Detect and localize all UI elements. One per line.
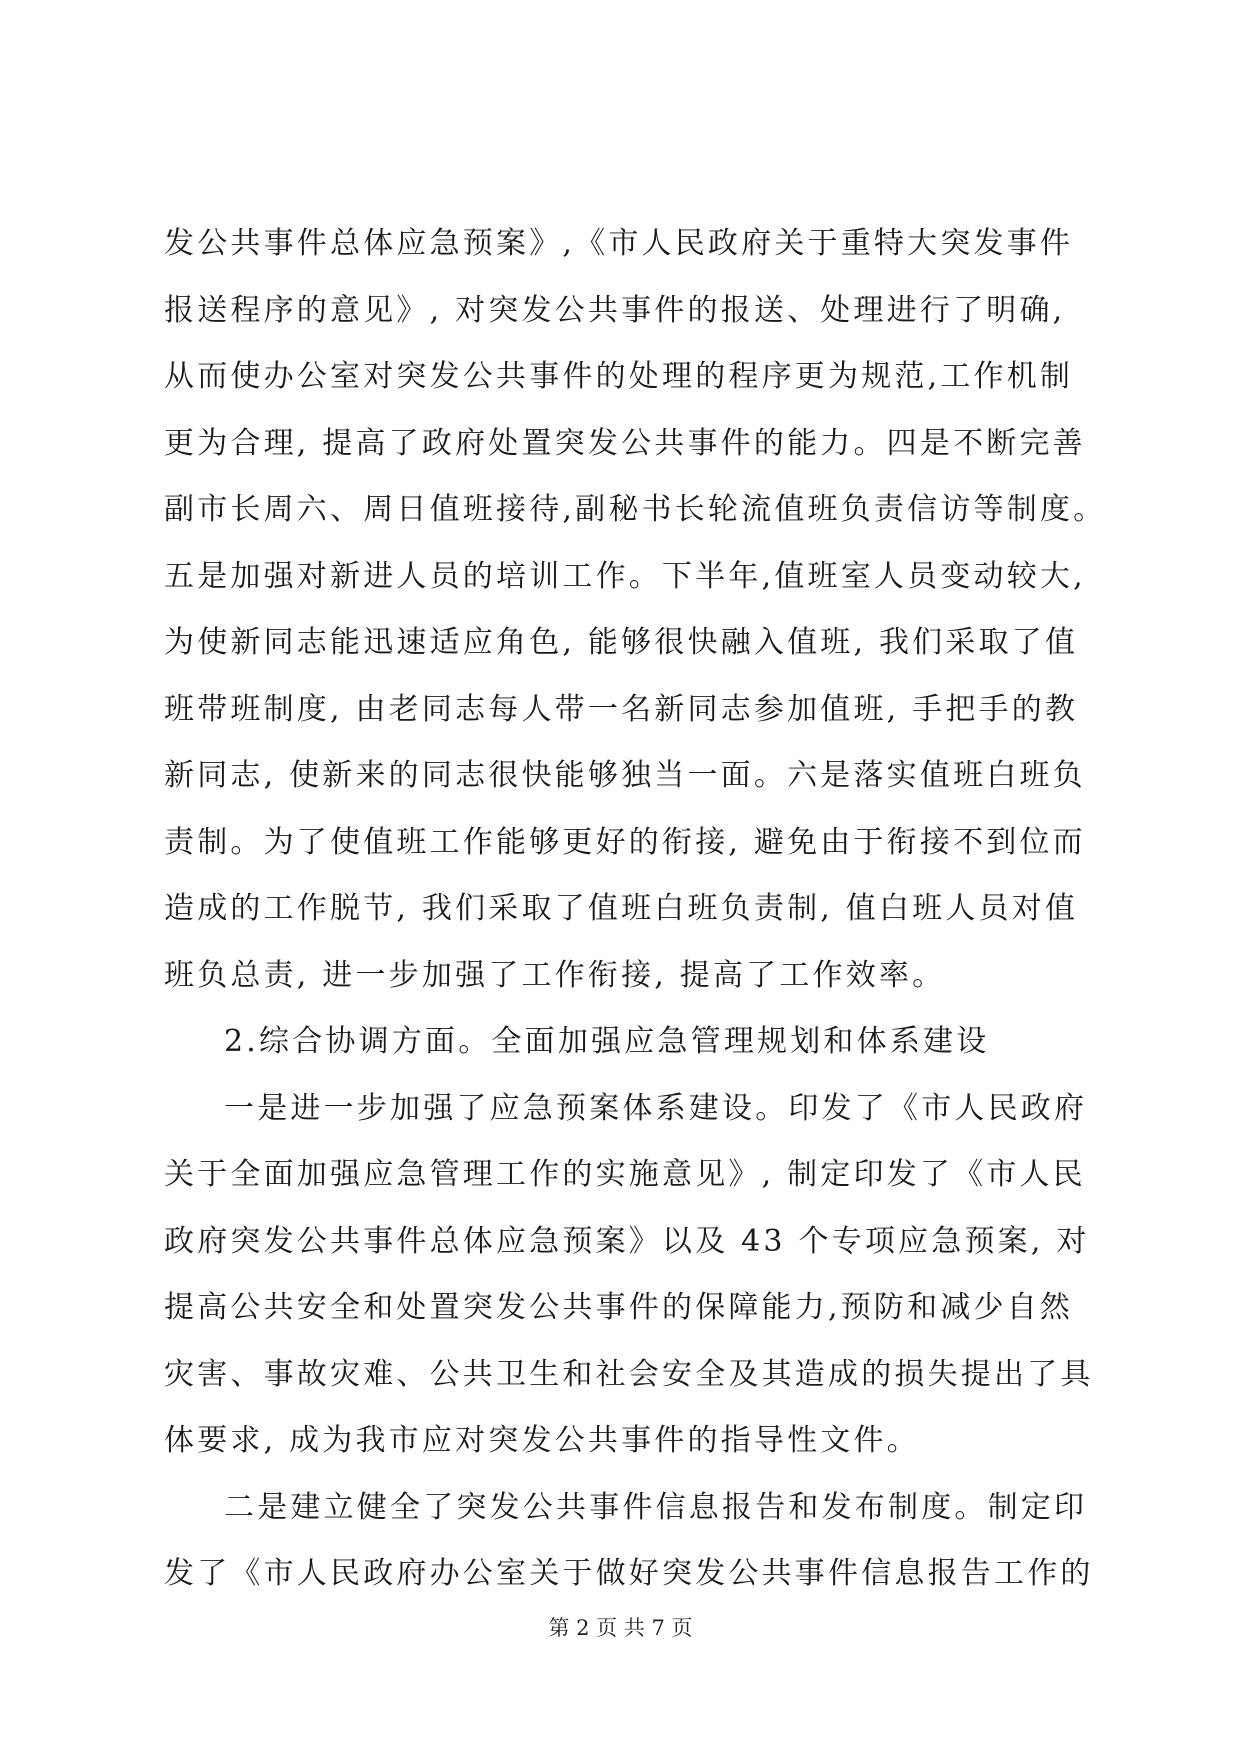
text-line: 报送程序的意见》, 对突发公共事件的报送、处理进行了明确,	[164, 292, 1066, 328]
text-line: 班带班制度, 由老同志每人带一名新同志参加值班, 手把手的教	[164, 691, 1079, 727]
text-line: 政府突发公共事件总体应急预案》以及 43 个专项应急预案, 对	[164, 1223, 1090, 1259]
text-line: 新同志, 使新来的同志很快能够独当一面。六是落实值班白班负	[164, 758, 1086, 793]
text-line: 发了《市人民政府办公室关于做好突发公共事件信息报告工作的	[164, 1556, 1094, 1591]
text-line: 从而使办公室对突发公共事件的处理的程序更为规范,工作机制	[164, 359, 1074, 394]
text-line: 五是加强对新进人员的培训工作。下半年,值班室人员变动较大,	[164, 558, 1086, 594]
text-line: 一是进一步加强了应急预案体系建设。印发了《市人民政府	[224, 1090, 1088, 1126]
text-line: 造成的工作脱节, 我们采取了值班白班负责制, 值白班人员对值	[164, 891, 1079, 926]
text-line: 提高公共安全和处置突发公共事件的保障能力,预防和减少自然	[164, 1290, 1074, 1325]
text-line: 班负总责, 进一步加强了工作衔接, 提高了工作效率。	[164, 957, 946, 993]
page-number-footer: 第 2 页 共 7 页	[548, 1616, 693, 1640]
document-body	[164, 222, 1107, 1619]
section-heading: 2.综合协调方面。全面加强应急管理规划和体系建设	[224, 1024, 990, 1059]
text-line: 更为合理, 提高了政府处置突发公共事件的能力。四是不断完善	[164, 425, 1086, 461]
text-line: 体要求, 成为我市应对突发公共事件的指导性文件。	[164, 1423, 920, 1458]
text-line: 关于全面加强应急管理工作的实施意见》, 制定印发了《市人民	[164, 1157, 1086, 1192]
text-line: 二是建立健全了突发公共事件信息报告和发布制度。制定印	[224, 1489, 1088, 1525]
text-line: 副市长周六、周日值班接待,副秘书长轮流值班负责信访等制度。	[164, 492, 1107, 527]
text-line: 为使新同志能迅速适应角色, 能够很快融入值班, 我们采取了值	[164, 625, 1079, 660]
text-line: 责制。为了使值班工作能够更好的衔接, 避免由于衔接不到位而	[164, 824, 1086, 860]
text-line: 发公共事件总体应急预案》,《市人民政府关于重特大突发事件	[164, 226, 1074, 261]
text-line: 灾害、事故灾难、公共卫生和社会安全及其造成的损失提出了具	[164, 1356, 1094, 1392]
